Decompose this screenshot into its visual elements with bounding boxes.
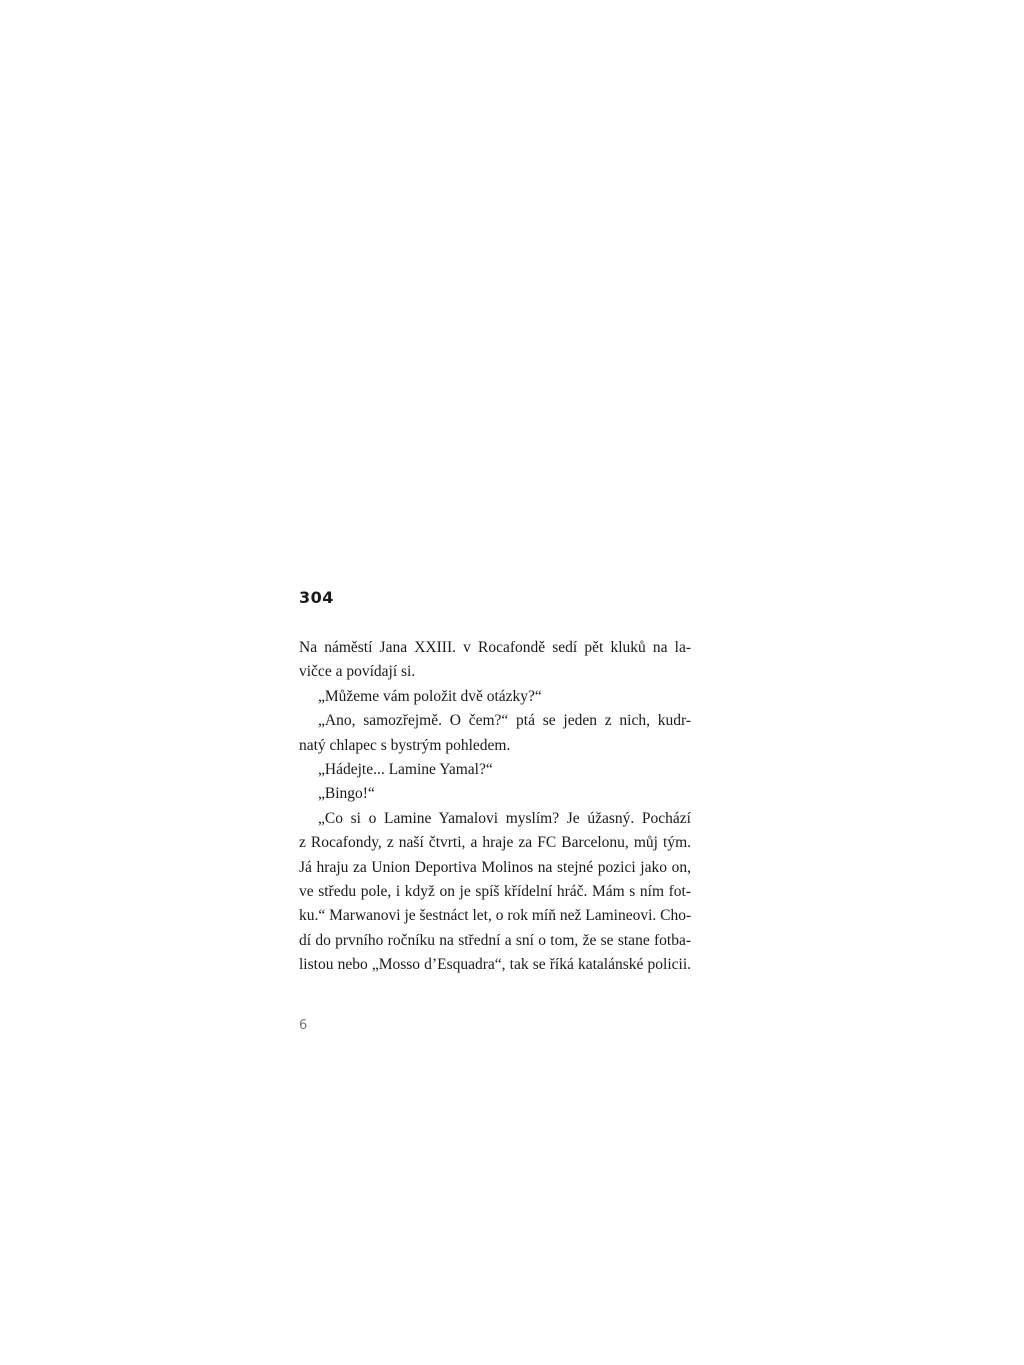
chapter-number: 304 bbox=[299, 588, 334, 607]
text-line: „Co si o Lamine Yamalovi myslím? Je úžasný. Pochází bbox=[318, 809, 691, 827]
text-line: listou nebo „Mosso d’Esquadra“, tak se říká katalánské policii. bbox=[299, 956, 691, 974]
text-line: „Můžeme vám položit dvě otázky?“ bbox=[318, 687, 542, 705]
text-line: Na náměstí Jana XXIII. v Rocafondě sedí pět kluků na la- bbox=[299, 639, 691, 656]
text-line: natý chlapec s bystrým pohledem. bbox=[299, 736, 511, 754]
text-line: dí do prvního ročníku na střední a sní o tom, že se stane fotba- bbox=[299, 931, 691, 949]
text-line: z Rocafondy, z naší čtvrti, a hraje za FC Barcelonu, můj tým. bbox=[299, 834, 691, 852]
text-line: „Hádejte... Lamine Yamal?“ bbox=[318, 760, 493, 778]
text-line: ve středu pole, i když on je spíš křídelní hráč. Mám s ním fot- bbox=[299, 882, 691, 900]
text-line: „Bingo!“ bbox=[318, 785, 375, 803]
text-line: vičce a povídají si. bbox=[299, 663, 416, 681]
body-text bbox=[299, 636, 691, 977]
text-line: ku.“ Marwanovi je šestnáct let, o rok míň než Lamineovi. Cho- bbox=[299, 907, 692, 925]
text-line: Já hraju za Union Deportiva Molinos na stejné pozici jako on, bbox=[299, 858, 691, 876]
text-line: „Ano, samozřejmě. O čem?“ ptá se jeden z nich, kudr- bbox=[318, 712, 691, 730]
page-number: 6 bbox=[299, 1018, 308, 1033]
